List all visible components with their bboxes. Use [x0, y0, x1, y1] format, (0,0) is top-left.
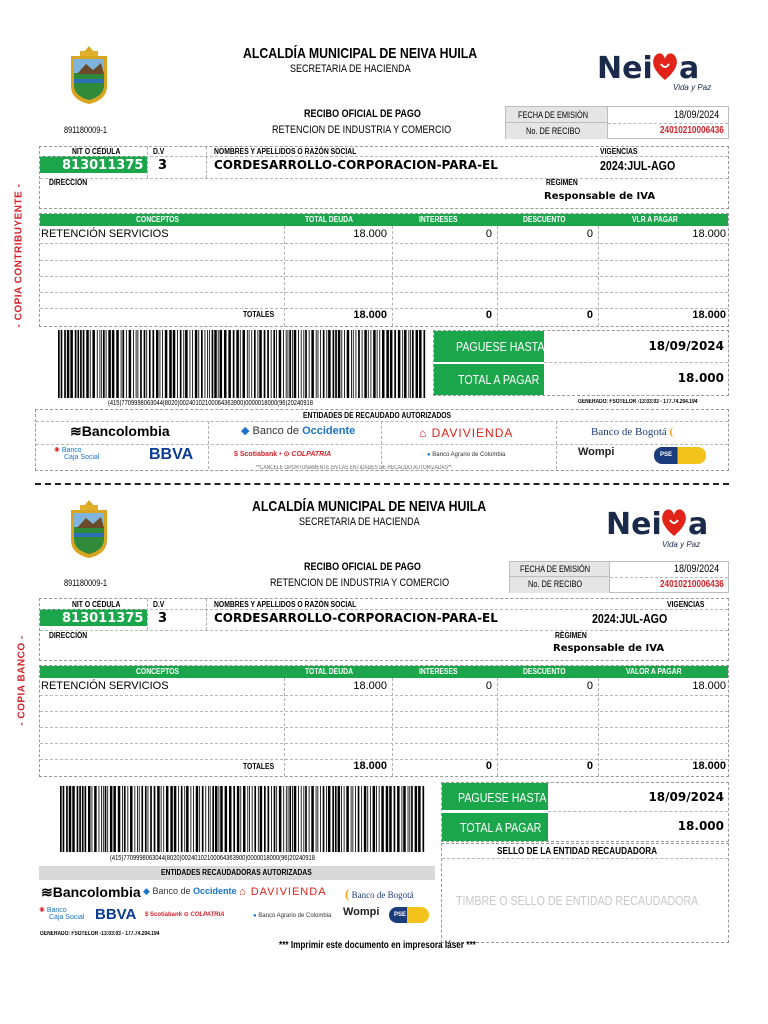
col-header-discount: DESCUENTO [523, 667, 566, 676]
entity-title: ALCALDÍA MUNICIPAL DE NEIVA HUILA [252, 498, 487, 515]
receipt-no-label: No. DE RECIBO [528, 579, 583, 589]
neiva-logo: Nei a Vida y Paz [597, 51, 712, 92]
scotiabank-icon: $ [145, 912, 149, 918]
receipt-number: 24010210006436 [660, 125, 724, 136]
regimen-label: RÉGIMEN [546, 178, 578, 187]
col-header-debt: TOTAL DEUDA [305, 215, 353, 224]
nit-label: NIT O CÉDULA [72, 600, 121, 609]
address-label: DIRECCIÓN [49, 631, 88, 640]
generated-info: GENERADO: FSOTELOR -13:03:03 - 177.74.204.194 [578, 399, 698, 405]
dv-label: D.V [153, 600, 165, 609]
scotiabank-logo: $ Scotiabank ⊙ COLPATRIA [145, 912, 225, 918]
logo-tagline: Vida y Paz [673, 83, 712, 92]
col-header-pay: VALOR A PAGAR [626, 667, 682, 676]
nit-label: NIT O CÉDULA [72, 147, 121, 156]
logo-tagline: Vida y Paz [662, 540, 701, 549]
banks-box [39, 866, 435, 928]
receipt-subtitle: RETENCION DE INDUSTRIA Y COMERCIO [270, 577, 450, 589]
bogota-icon: ( [345, 886, 350, 901]
cajasocial-logo: ✺ Banco Caja Social [39, 907, 85, 921]
totals-debt: 18.000 [353, 760, 387, 772]
col-header-concepts: CONCEPTOS [136, 667, 179, 676]
agrario-icon: ● [427, 452, 431, 458]
cut-line [35, 483, 729, 485]
stamp-title: SELLO DE LA ENTIDAD RECAUDADORA [497, 846, 658, 857]
pay-until-label: PAGUESE HASTA [458, 790, 547, 805]
receipt-title: RECIBO OFICIAL DE PAGO [304, 108, 421, 120]
row-pay: 18.000 [692, 228, 726, 240]
issue-date-label: FECHA DE EMISIÓN [518, 110, 589, 120]
total-to-pay: 18.000 [677, 371, 724, 385]
regimen-label: RÉGIMEN [555, 631, 587, 640]
pse-logo: PSE [654, 447, 706, 464]
dv-value: 3 [158, 611, 168, 626]
row-interest: 0 [485, 228, 492, 240]
davivienda-logo: ⌂ DAVIVIENDA [419, 426, 514, 440]
bancolombia-icon: ≋ [70, 423, 82, 439]
totals-label: TOTALES [243, 310, 275, 319]
copy-label-bank: - COPIA BANCO - [16, 635, 28, 726]
barcode-text: (415)7709998063044(8020)00240102100064363900)0000018000(96)20240918 [110, 855, 315, 862]
cajasocial-icon: ✺ [54, 447, 60, 454]
entity-subtitle: SECRETARIA DE HACIENDA [299, 516, 420, 528]
vigencia-value: 2024:JUL-AGO [592, 611, 668, 626]
davivienda-logo: ⌂ DAVIVIENDA [239, 886, 327, 898]
agrario-icon: ● [253, 913, 257, 919]
issue-date: 18/09/2024 [674, 563, 720, 575]
row-pay: 18.000 [692, 680, 726, 692]
total-to-pay-label: TOTAL A PAGAR [458, 372, 540, 387]
col-header-interest: INTERESES [419, 667, 458, 676]
occidente-logo: ◆ Banco de Occidente [241, 425, 356, 437]
col-header-interest: INTERESES [419, 215, 458, 224]
totals-label: TOTALES [243, 762, 275, 771]
total-to-pay: 18.000 [677, 819, 724, 833]
banks-note: **CANCELE OPORTUNAMENTE EN LAS ENTIDADES DE RECAUDO AUTORIZADAS** [256, 465, 452, 471]
bancolombia-icon: ≋ [41, 884, 53, 900]
bogota-logo: ( Banco de Bogotá [345, 886, 414, 901]
row-interest: 0 [485, 680, 492, 692]
stamp-box [441, 843, 729, 943]
occidente-logo: ◆ Banco de Occidente [143, 886, 237, 896]
neiva-logo: Nei a Vida y Paz [606, 507, 709, 549]
copy-label-taxpayer: - COPIA CONTRIBUYENTE - [13, 183, 25, 328]
bancolombia-logo: ≋Bancolombia [41, 884, 141, 900]
row-concept: RETENCIÓN SERVICIOS [41, 680, 169, 692]
issue-info-box [509, 561, 729, 593]
barcode-text: (415)7709998063044(8020)00240102100064363900)0000018000(96)20240918 [108, 400, 313, 407]
row-debt: 18.000 [353, 680, 387, 692]
municipal-shield-logo [68, 500, 110, 558]
taxpayer-name: CORDESARROLLO-CORPORACION-PARA-EL [214, 158, 498, 172]
laser-print-note: *** Imprimir este documento en impresora láser *** [279, 940, 476, 951]
bbva-logo: BBVA [149, 446, 194, 463]
entity-title: ALCALDÍA MUNICIPAL DE NEIVA HUILA [243, 45, 478, 62]
entity-subtitle: SECRETARIA DE HACIENDA [290, 63, 411, 75]
issue-date: 18/09/2024 [674, 109, 720, 121]
row-debt: 18.000 [353, 228, 387, 240]
totals-pay: 18.000 [692, 760, 726, 772]
regimen-value: Responsable de IVA [553, 643, 665, 654]
heart-icon [660, 506, 688, 538]
pay-until-date: 18/09/2024 [648, 790, 724, 804]
entity-nit: 891180009-1 [64, 578, 107, 588]
receipt-subtitle: RETENCION DE INDUSTRIA Y COMERCIO [272, 124, 452, 136]
scotiabank-icon: $ [234, 451, 238, 458]
totals-interest: 0 [485, 760, 492, 772]
colpatria-icon: ⊙ [183, 912, 189, 918]
totals-interest: 0 [485, 309, 492, 321]
vigencias-label: VIGENCIAS [667, 600, 705, 609]
taxpayer-name: CORDESARROLLO-CORPORACION-PARA-EL [214, 611, 498, 625]
total-to-pay-label: TOTAL A PAGAR [460, 820, 542, 835]
bogota-icon: ( [669, 426, 674, 438]
cajasocial-icon: ✺ [39, 907, 45, 914]
nit-value: 813011375 [62, 611, 144, 626]
payment-box [441, 782, 729, 842]
generated-info: GENERADO: FSOTELOR -13:03:03 - 177.74.204.194 [40, 931, 160, 937]
receipt-no-label: No. DE RECIBO [526, 126, 581, 136]
col-header-discount: DESCUENTO [523, 215, 566, 224]
col-header-concepts: CONCEPTOS [136, 215, 179, 224]
cajasocial-logo: ✺ Banco Caja Social [54, 447, 100, 461]
banks-title: ENTIDADES RECAUDADORAS AUTORIZADAS [161, 868, 312, 877]
dv-label: D.V [153, 147, 165, 156]
totals-pay: 18.000 [692, 309, 726, 321]
issue-date-label: FECHA DE EMISIÓN [520, 564, 591, 574]
name-label: NOMBRES Y APELLIDOS O RAZÓN SOCIAL [214, 147, 357, 156]
pay-until-date: 18/09/2024 [648, 339, 724, 353]
house-icon: ⌂ [419, 426, 428, 440]
bogota-logo: Banco de Bogotá ( [591, 426, 674, 438]
receipt-number: 24010210006436 [660, 579, 724, 590]
row-concept: RETENCIÓN SERVICIOS [41, 228, 169, 240]
row-discount: 0 [586, 680, 593, 692]
totals-discount: 0 [586, 760, 593, 772]
pay-until-label: PAGUESE HASTA [456, 339, 545, 354]
bancolombia-logo: ≋Bancolombia [70, 423, 170, 439]
payment-barcode [60, 786, 426, 852]
wompi-logo: Wompi [578, 446, 615, 458]
occidente-icon: ◆ [241, 425, 250, 437]
colpatria-icon: ⊙ [283, 451, 290, 458]
banks-title: ENTIDADES DE RECAUDADO AUTORIZADOS [303, 411, 452, 420]
taxpayer-block [39, 598, 729, 661]
stamp-placeholder: TIMBRE O SELLO DE ENTIDAD RECAUDADORA [456, 893, 699, 908]
house-icon: ⌂ [239, 886, 247, 898]
scotiabank-logo: $ Scotiabank • ⊙ COLPATRIA [234, 451, 332, 458]
pse-logo: PSE [389, 907, 429, 923]
row-discount: 0 [586, 228, 593, 240]
bbva-logo: BBVA [95, 906, 137, 923]
dv-value: 3 [158, 158, 168, 173]
receipt-title: RECIBO OFICIAL DE PAGO [304, 561, 421, 573]
name-label: NOMBRES Y APELLIDOS O RAZÓN SOCIAL [214, 600, 357, 609]
agrario-logo: ● Banco Agrario de Colombia [427, 452, 506, 458]
regimen-value: Responsable de IVA [544, 191, 656, 202]
nit-value: 813011375 [62, 158, 144, 173]
concepts-table [39, 665, 729, 777]
totals-discount: 0 [586, 309, 593, 321]
address-label: DIRECCIÓN [49, 178, 88, 187]
wompi-logo: Wompi [343, 906, 380, 918]
col-header-pay: VLR A PAGAR [632, 215, 678, 224]
entity-nit: 891180009-1 [64, 125, 107, 135]
vigencias-label: VIGENCIAS [600, 147, 638, 156]
agrario-logo: ● Banco Agrario de Colombia [253, 913, 332, 919]
totals-debt: 18.000 [353, 309, 387, 321]
vigencia-value: 2024:JUL-AGO [600, 158, 676, 173]
occidente-icon: ◆ [143, 886, 150, 896]
col-header-debt: TOTAL DEUDA [305, 667, 353, 676]
